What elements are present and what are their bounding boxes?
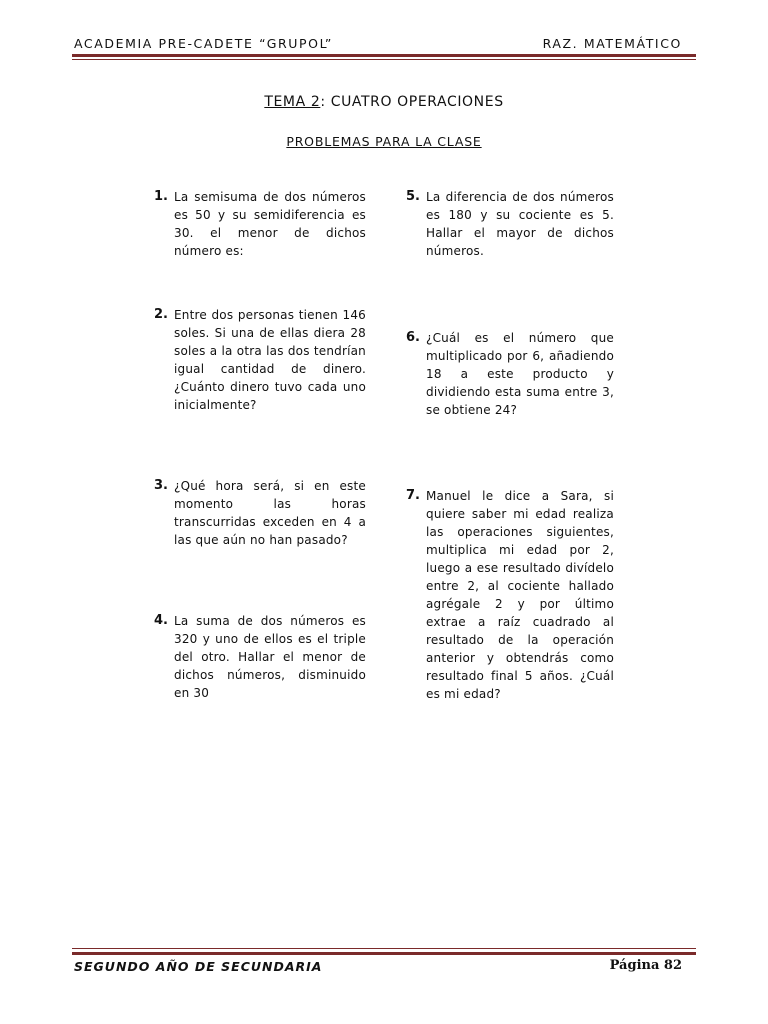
problem-7 — [406, 487, 614, 703]
problem-text: La diferencia de dos números es 180 y su cociente es 5. Hallar el mayor de dichos números. — [426, 190, 614, 258]
header-rule-thick — [72, 54, 696, 57]
footer-grade: SEGUNDO AÑO DE SECUNDARIA — [74, 959, 323, 974]
header-subject: RAZ. MATEMÁTICO — [542, 36, 682, 51]
title-topic-name: : CUATRO OPERACIONES — [320, 94, 504, 110]
problem-number: 5. — [406, 189, 420, 204]
problem-6 — [406, 329, 614, 419]
problem-text: La semisuma de dos números es 50 y su semidiferencia es 30. el menor de dichos número es: — [174, 190, 366, 258]
problem-text: ¿Cuál es el número que multiplicado por 6, añadiendo 18 a este producto y dividiendo esta suma entre 3, se obtiene 24? — [426, 331, 614, 417]
header-rule-thin — [72, 59, 696, 60]
problem-5 — [406, 188, 614, 260]
problem-number: 4. — [154, 613, 168, 628]
page-number: Página 82 — [609, 958, 682, 973]
problem-1 — [154, 188, 366, 260]
problem-text: Manuel le dice a Sara, si quiere saber mi edad realiza las operaciones siguientes, multiplica mi edad por 2, luego a ese resultado divídelo entre 2, al cociente hallado agrégale 2 y por último extrae a raíz cuadrado al resultado de la operación anterior y obtendrás como resultado final 5 años. ¿Cuál es mi edad? — [426, 489, 614, 701]
problem-text: Entre dos personas tienen 146 soles. Si una de ellas diera 28 soles a la otra las dos tendrían igual cantidad de dinero. ¿Cuánto dinero tuvo cada uno inicialmente? — [174, 308, 366, 412]
problem-4 — [154, 612, 366, 702]
problem-number: 1. — [154, 189, 168, 204]
page-title — [0, 94, 768, 110]
problem-text: ¿Qué hora será, si en este momento las horas transcurridas exceden en 4 a las que aún no han pasado? — [174, 479, 366, 547]
section-subtitle: PROBLEMAS PARA LA CLASE — [286, 134, 482, 149]
title-topic-number: TEMA 2 — [264, 94, 321, 110]
header-academy: ACADEMIA PRE-CADETE “GRUPOL” — [74, 36, 333, 51]
problem-text: La suma de dos números es 320 y uno de ellos es el triple del otro. Hallar el menor de dichos números, disminuido en 30 — [174, 614, 366, 700]
footer-rule-thin — [72, 948, 696, 949]
problem-3 — [154, 477, 366, 549]
problem-number: 6. — [406, 330, 420, 345]
footer-rule-thick — [72, 952, 696, 955]
problem-number: 2. — [154, 307, 168, 322]
problem-2 — [154, 306, 366, 414]
problem-number: 7. — [406, 488, 420, 503]
problem-number: 3. — [154, 478, 168, 493]
